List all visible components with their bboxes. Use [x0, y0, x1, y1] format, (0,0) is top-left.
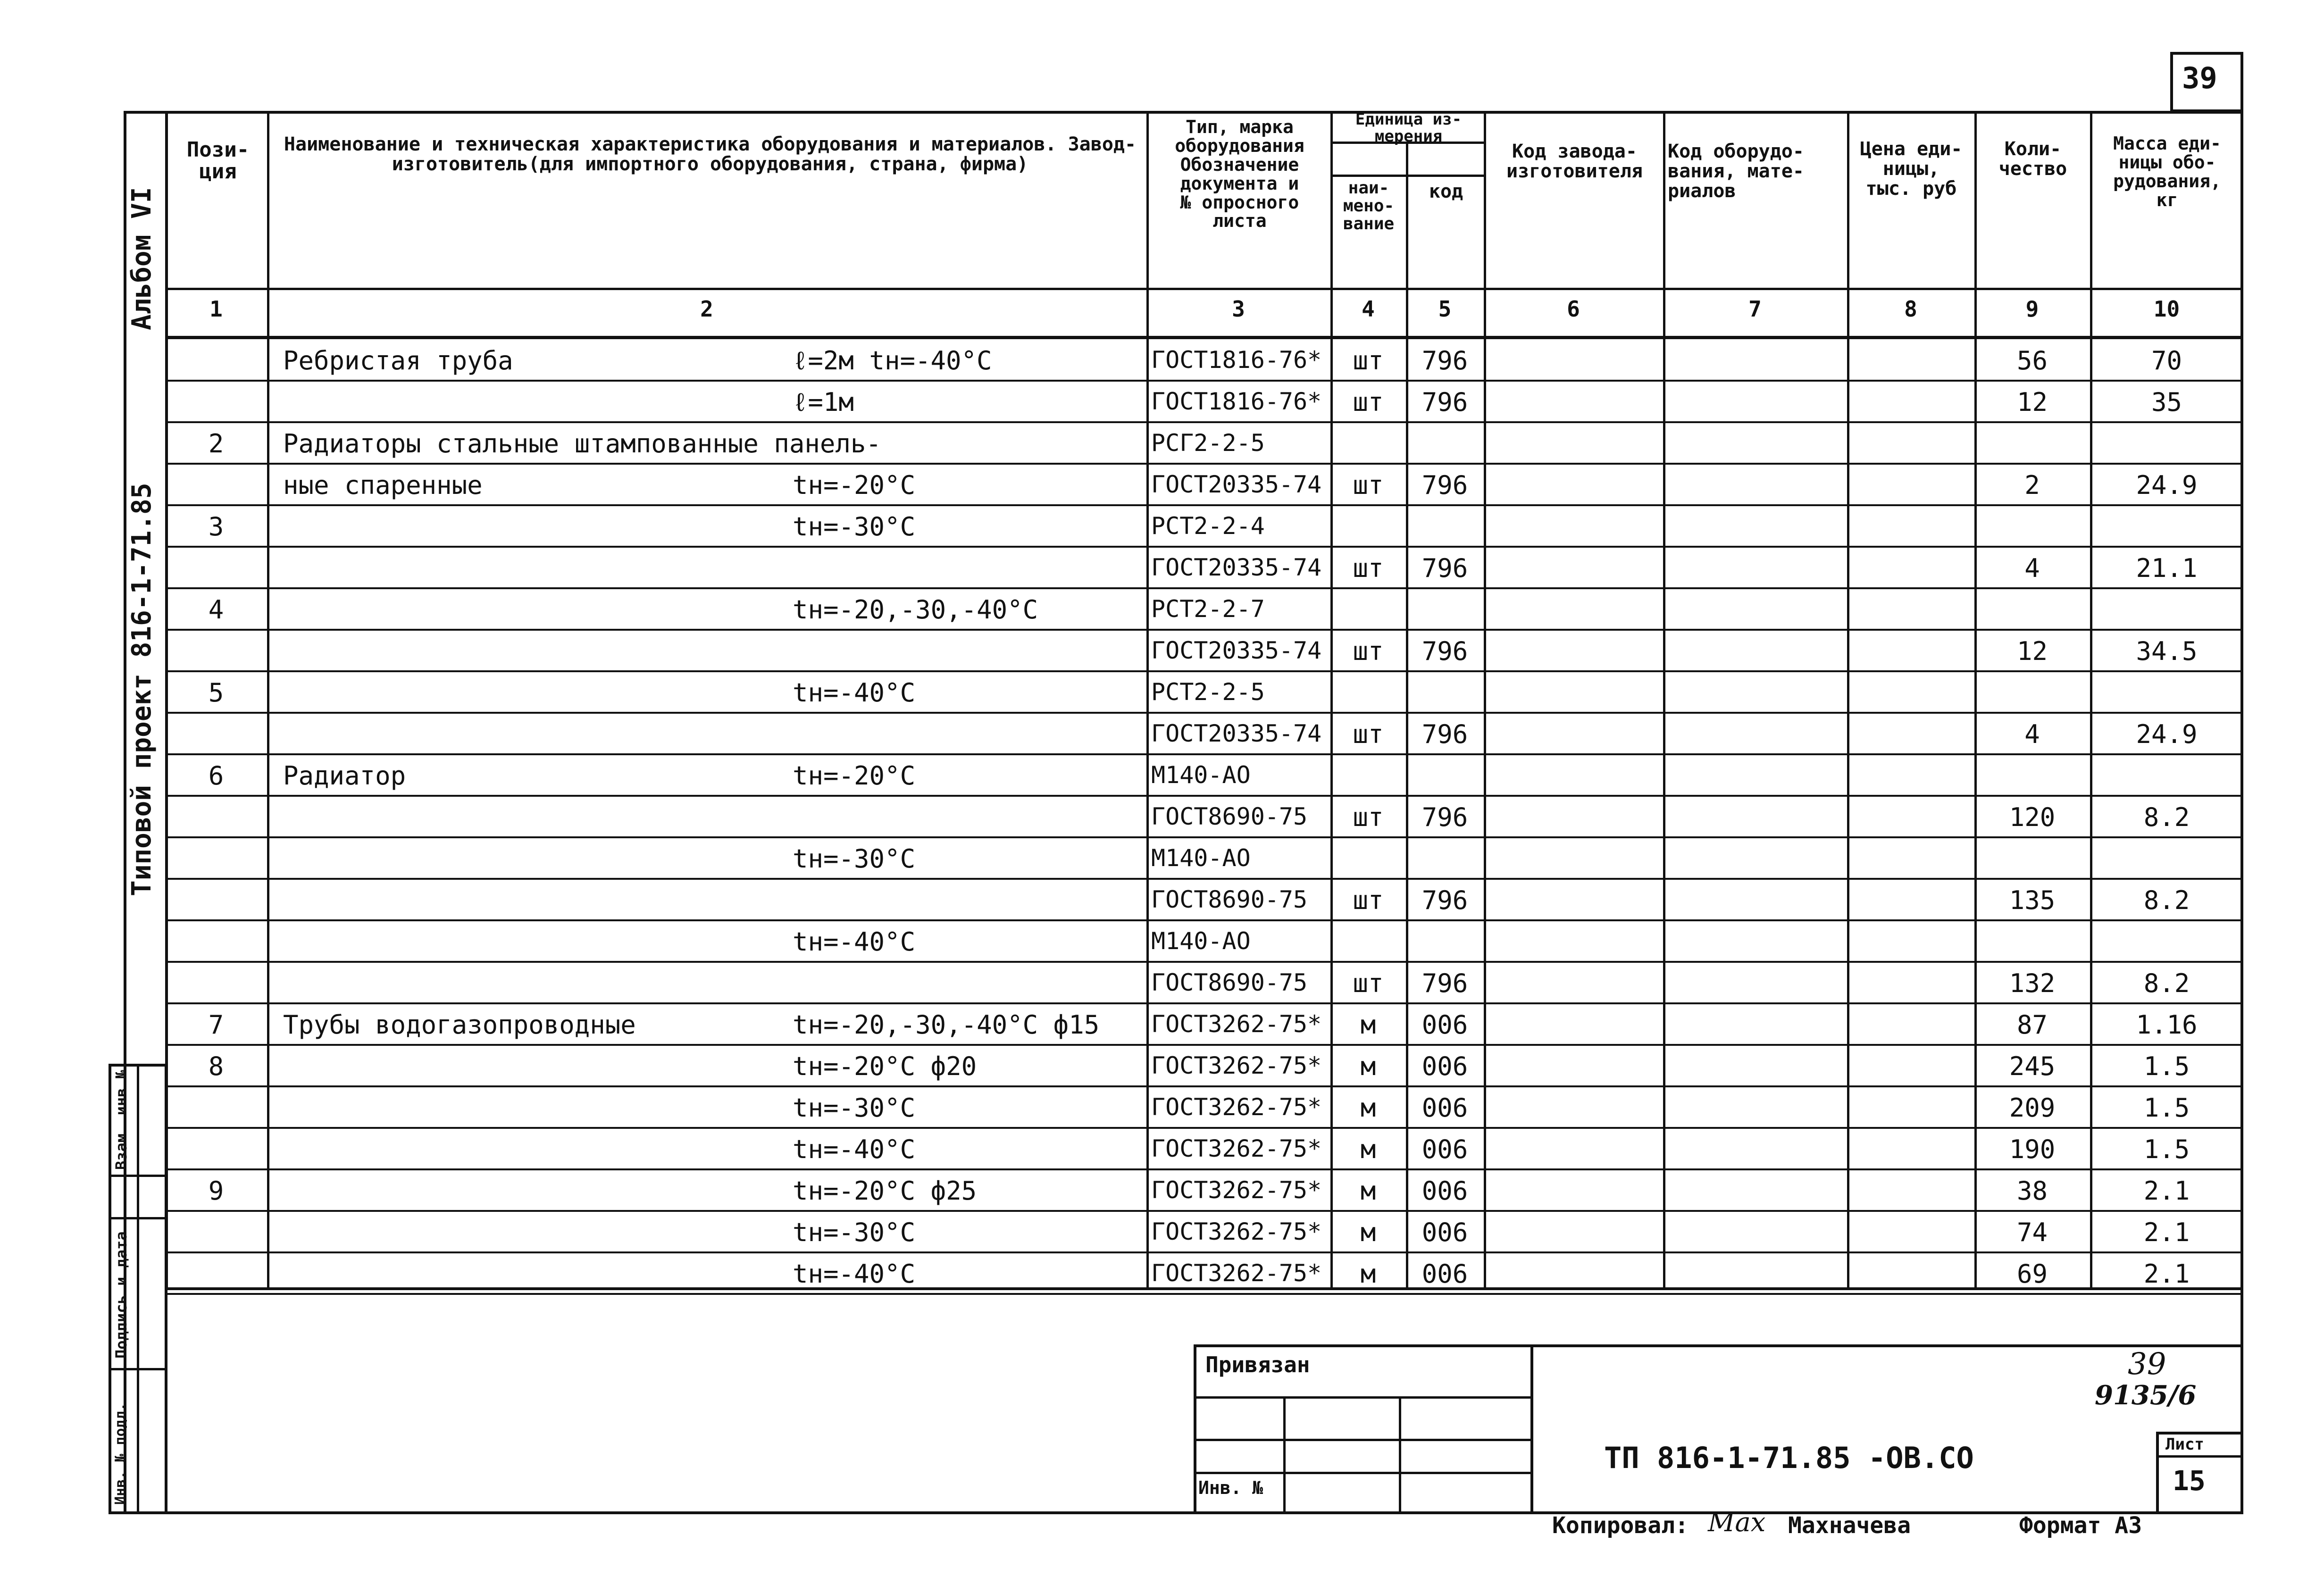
- privyazan-vline-2: [1399, 1396, 1401, 1514]
- row-line: [165, 1127, 2243, 1129]
- cell-unit: м: [1360, 1218, 1376, 1247]
- cell-doc: ГОСТ20335-74: [1151, 637, 1322, 664]
- cell-char: tн=-20,-30,-40°С: [793, 595, 1038, 625]
- col-header-factory-code: Код завода- изготовителя: [1506, 141, 1643, 182]
- cell-qty: 4: [2024, 553, 2040, 583]
- cell-mass: 8.2: [2143, 968, 2190, 998]
- cell-doc: РСТ2-2-7: [1151, 595, 1265, 623]
- cell-qty: 4: [2024, 719, 2040, 749]
- stamp-cell-replace: Взам. инв.№: [112, 1070, 130, 1170]
- col-header-equip-code: Код оборудо- вания, мате- риалов: [1668, 141, 1804, 202]
- cell-unit: шт: [1353, 968, 1384, 998]
- col-number-3: 3: [1232, 296, 1245, 322]
- col-header-price: Цена еди- ницы, тыс. руб: [1860, 138, 1963, 200]
- cell-name: ные спаренные: [283, 470, 483, 500]
- col-header-unit-group: Единица из-мерения: [1355, 110, 1462, 146]
- cell-doc: М140-АО: [1151, 927, 1251, 955]
- cell-char: tн=-20,-30,-40°С ф15: [793, 1010, 1100, 1040]
- privyazan-line-2: [1194, 1439, 1533, 1441]
- cell-doc: ГОСТ3262-75*: [1151, 1010, 1322, 1038]
- row-line: [165, 1044, 2243, 1046]
- col-line-6: [1663, 111, 1665, 1290]
- row-line: [165, 1251, 2243, 1253]
- cell-char: tн=-30°С: [793, 512, 916, 542]
- left-stamp-line-1: [109, 1175, 167, 1177]
- cell-qty: 135: [2009, 885, 2056, 915]
- copier-name: Махначева: [1788, 1512, 1911, 1539]
- project-label: Типовой проект 816-1-71.85: [126, 483, 157, 896]
- corner-sheet-number: 39: [2182, 61, 2217, 95]
- cell-code: 796: [1421, 470, 1468, 500]
- row-line: [165, 463, 2243, 465]
- cell-qty: 56: [2016, 346, 2048, 375]
- cell-unit: шт: [1353, 387, 1384, 417]
- col-header-unit-code: код: [1429, 181, 1463, 202]
- cell-doc: М140-АО: [1151, 844, 1251, 872]
- col-header-type: Тип, марка оборудования Обозначение документа и № опросного листа: [1175, 117, 1304, 232]
- cell-doc: ГОСТ3262-75*: [1151, 1218, 1322, 1245]
- cell-pos: 2: [208, 429, 224, 459]
- cell-mass: 24.9: [2136, 719, 2198, 749]
- row-line: [165, 546, 2243, 548]
- col-number-1: 1: [209, 296, 223, 322]
- cell-unit: м: [1360, 1051, 1376, 1081]
- col-header-position: Пози-ция: [186, 138, 250, 184]
- cell-doc: ГОСТ20335-74: [1151, 720, 1322, 747]
- cell-code: 796: [1421, 553, 1468, 583]
- header-bottom-line: [165, 288, 2243, 290]
- col-header-mass: Масса еди- ницы обо- рудования, кг: [2113, 133, 2221, 210]
- col-number-9: 9: [2025, 296, 2039, 322]
- cell-char: tн=-30°С: [793, 844, 916, 874]
- col-header-unit-name: наи- мено- вание: [1343, 178, 1395, 234]
- cell-mass: 2.1: [2143, 1176, 2190, 1206]
- cell-doc: ГОСТ8690-75: [1151, 969, 1308, 996]
- cell-char: tн=-40°С: [793, 927, 916, 957]
- cell-pos: 9: [208, 1176, 224, 1206]
- cell-doc: ГОСТ1816-76*: [1151, 388, 1322, 415]
- row-line: [165, 1168, 2243, 1170]
- row-line: [165, 1085, 2243, 1087]
- cell-unit: м: [1360, 1134, 1376, 1164]
- colnum-bottom-line: [165, 336, 2243, 339]
- cell-unit: шт: [1353, 553, 1384, 583]
- row-line: [165, 629, 2243, 631]
- cell-name: Радиатор: [283, 761, 406, 791]
- cell-qty: 38: [2016, 1176, 2048, 1206]
- cell-char: tн=-40°С: [793, 1259, 916, 1289]
- cell-char: tн=-30°С: [793, 1218, 916, 1247]
- row-line: [165, 961, 2243, 963]
- cell-name: Трубы водогазопроводные: [283, 1010, 636, 1040]
- col-line-1: [267, 111, 269, 1290]
- cell-doc: ГОСТ1816-76*: [1151, 346, 1322, 374]
- privyazan-line-3: [1194, 1472, 1533, 1474]
- privyazan-vline-1: [1283, 1396, 1286, 1514]
- row-line: [165, 878, 2243, 880]
- cell-char: tн=-20°С ф25: [793, 1176, 977, 1206]
- cell-char: ℓ=1м: [793, 387, 854, 417]
- cell-qty: 245: [2009, 1051, 2056, 1081]
- cell-doc: ГОСТ3262-75*: [1151, 1259, 1322, 1287]
- col-header-qty: Коли- чество: [1998, 138, 2067, 180]
- cell-doc: ГОСТ8690-75: [1151, 803, 1308, 830]
- cell-unit: м: [1360, 1259, 1376, 1289]
- cell-doc: РСГ2-2-5: [1151, 429, 1265, 457]
- row-line: [165, 504, 2243, 506]
- cell-pos: 3: [208, 512, 224, 542]
- cell-unit: шт: [1353, 885, 1384, 915]
- cell-qty: 12: [2016, 636, 2048, 666]
- col-number-2: 2: [700, 296, 713, 322]
- cell-char: tн=-20°С ф20: [793, 1051, 977, 1081]
- cell-code: 796: [1421, 885, 1468, 915]
- cell-code: 006: [1421, 1134, 1468, 1164]
- cell-qty: 87: [2016, 1010, 2048, 1040]
- row-line: [165, 712, 2243, 714]
- left-stamp-divider: [137, 1064, 139, 1514]
- cell-name: Ребристая труба: [283, 346, 513, 375]
- cell-code: 796: [1421, 802, 1468, 832]
- cell-qty: 74: [2016, 1218, 2048, 1247]
- row-line: [165, 753, 2243, 755]
- cell-doc: ГОСТ3262-75*: [1151, 1093, 1322, 1121]
- cell-code: 006: [1421, 1218, 1468, 1247]
- row-line: [165, 1293, 2243, 1295]
- cell-code: 006: [1421, 1093, 1468, 1123]
- cell-qty: 190: [2009, 1134, 2056, 1164]
- row-line: [165, 670, 2243, 672]
- cell-mass: 1.5: [2143, 1051, 2190, 1081]
- copied-label: Копировал:: [1552, 1512, 1689, 1539]
- cell-code: 006: [1421, 1051, 1468, 1081]
- copier-signature: Мах: [1708, 1507, 1766, 1538]
- cell-doc: РСТ2-2-4: [1151, 512, 1265, 540]
- cell-code: 796: [1421, 968, 1468, 998]
- cell-char: tн=-20°С: [793, 761, 916, 791]
- row-line: [165, 919, 2243, 921]
- left-stamp-line-3: [109, 1368, 167, 1370]
- stamp-cell-inventory: Инв. № подл.: [112, 1402, 129, 1505]
- cell-code: 796: [1421, 387, 1468, 417]
- cell-unit: м: [1360, 1093, 1376, 1123]
- cell-mass: 34.5: [2136, 636, 2198, 666]
- stamp-cell-signature: Подпись и дата: [112, 1231, 130, 1359]
- row-line: [165, 421, 2243, 423]
- cell-mass: 8.2: [2143, 802, 2190, 832]
- cell-doc: ГОСТ3262-75*: [1151, 1052, 1322, 1079]
- cell-code: 796: [1421, 719, 1468, 749]
- col-line-5: [1484, 111, 1486, 1290]
- cell-unit: шт: [1353, 719, 1384, 749]
- row-line: [165, 1210, 2243, 1212]
- cell-code: 006: [1421, 1176, 1468, 1206]
- cell-mass: 21.1: [2136, 553, 2198, 583]
- row-line: [165, 1002, 2243, 1004]
- row-line: [165, 380, 2243, 382]
- cell-pos: 7: [208, 1010, 224, 1040]
- cell-doc: М140-АО: [1151, 761, 1251, 789]
- col-number-7: 7: [1748, 296, 1762, 322]
- cell-name: Радиаторы стальные штампованные панель-: [283, 429, 881, 459]
- cell-mass: 1.5: [2143, 1134, 2190, 1164]
- sheet-box-line: [2156, 1455, 2243, 1458]
- cell-doc: ГОСТ20335-74: [1151, 554, 1322, 581]
- cell-doc: ГОСТ3262-75*: [1151, 1135, 1322, 1162]
- cell-qty: 12: [2016, 387, 2048, 417]
- cell-doc: ГОСТ20335-74: [1151, 471, 1322, 498]
- cell-qty: 209: [2009, 1093, 2056, 1123]
- privyazan-label: Привязан: [1205, 1352, 1310, 1377]
- handwritten-number: 39: [2128, 1347, 2166, 1382]
- col-number-4: 4: [1362, 296, 1375, 322]
- col-line-2: [1146, 111, 1149, 1290]
- cell-char: tн=-40°С: [793, 678, 916, 708]
- album-label: Альбом VI: [126, 187, 157, 330]
- cell-doc: ГОСТ8690-75: [1151, 886, 1308, 913]
- cell-unit: шт: [1353, 802, 1384, 832]
- document-code: ТП 816-1-71.85 -ОВ.СО: [1604, 1441, 1974, 1475]
- format-label: Формат А3: [2019, 1512, 2142, 1539]
- cell-qty: 120: [2009, 802, 2056, 832]
- col-header-name: Наименование и техническая характеристика оборудования и материалов. Завод-изготовитель(для импортного оборудования, страна, фирма): [284, 133, 1137, 175]
- cell-code: 006: [1421, 1010, 1468, 1040]
- sheet-number: 15: [2173, 1465, 2206, 1497]
- sheet-label: Лист: [2165, 1435, 2204, 1454]
- row-line: [165, 795, 2243, 797]
- col-number-8: 8: [1904, 296, 1917, 322]
- cell-mass: 70: [2151, 346, 2182, 375]
- unit-sub-line: [1330, 175, 1486, 177]
- cell-unit: шт: [1353, 636, 1384, 666]
- cell-mass: 35: [2151, 387, 2182, 417]
- cell-code: 006: [1421, 1259, 1468, 1289]
- cell-code: 796: [1421, 636, 1468, 666]
- privyazan-line-1: [1194, 1396, 1533, 1399]
- cell-pos: 8: [208, 1051, 224, 1081]
- cell-char: ℓ=2м tн=-40°С: [793, 346, 992, 375]
- cell-mass: 24.9: [2136, 470, 2198, 500]
- cell-unit: шт: [1353, 346, 1384, 375]
- cell-pos: 5: [208, 678, 224, 708]
- cell-qty: 69: [2016, 1259, 2048, 1289]
- cell-mass: 2.1: [2143, 1259, 2190, 1289]
- cell-unit: шт: [1353, 470, 1384, 500]
- col-number-6: 6: [1567, 296, 1580, 322]
- col-line-7: [1847, 111, 1849, 1290]
- cell-pos: 4: [208, 595, 224, 625]
- cell-char: tн=-20°С: [793, 470, 916, 500]
- handwritten-ref: 9135/6: [2095, 1380, 2197, 1411]
- cell-mass: 1.5: [2143, 1093, 2190, 1123]
- cell-mass: 2.1: [2143, 1218, 2190, 1247]
- cell-char: tн=-40°С: [793, 1134, 916, 1164]
- col-number-10: 10: [2153, 296, 2180, 322]
- cell-pos: 6: [208, 761, 224, 791]
- cell-qty: 132: [2009, 968, 2056, 998]
- cell-doc: РСТ2-2-5: [1151, 678, 1265, 706]
- cell-qty: 2: [2024, 470, 2040, 500]
- cell-unit: м: [1360, 1010, 1376, 1040]
- row-line: [165, 836, 2243, 838]
- cell-doc: ГОСТ3262-75*: [1151, 1176, 1322, 1204]
- left-stamp-line-2: [109, 1217, 167, 1219]
- cell-code: 796: [1421, 346, 1468, 375]
- cell-char: tн=-30°С: [793, 1093, 916, 1123]
- cell-mass: 8.2: [2143, 885, 2190, 915]
- col-number-5: 5: [1438, 296, 1452, 322]
- row-line: [165, 587, 2243, 589]
- inventory-number-label: Инв. №: [1198, 1477, 1263, 1498]
- cell-unit: м: [1360, 1176, 1376, 1206]
- cell-mass: 1.16: [2136, 1010, 2198, 1040]
